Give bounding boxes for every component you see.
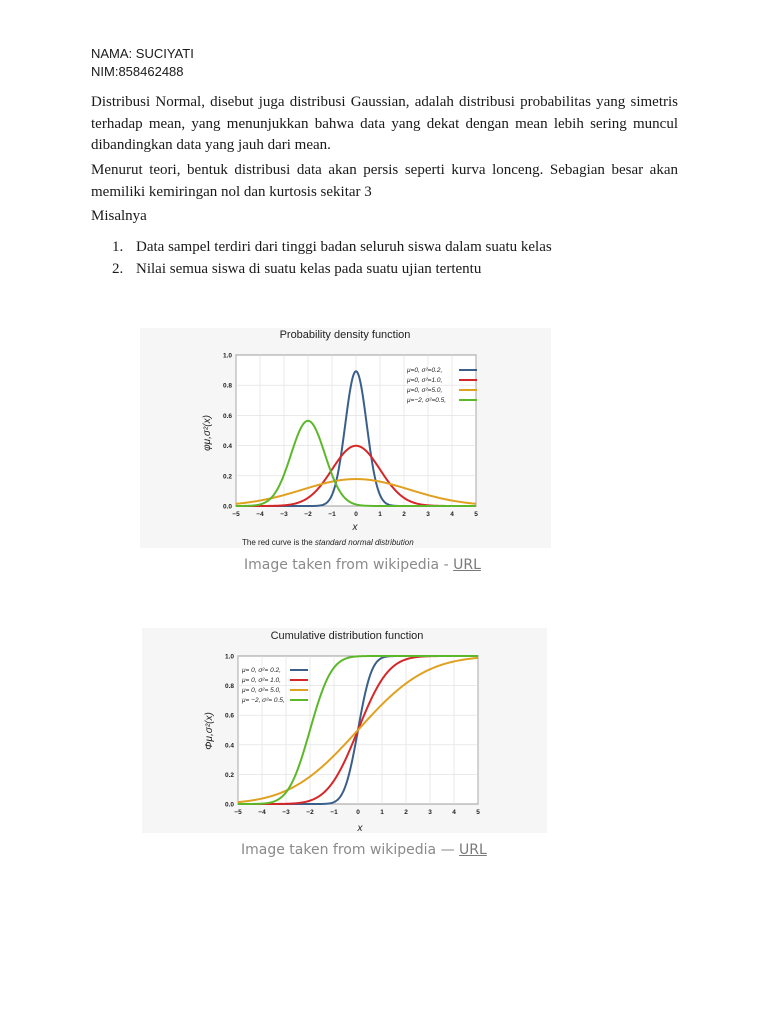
list-item-number: 2. <box>112 261 124 277</box>
student-name: NAMA: SUCIYATI <box>91 46 194 61</box>
x-tick-label: 5 <box>476 809 480 816</box>
x-axis-label: x <box>357 823 363 833</box>
list-item <box>112 236 552 258</box>
y-tick-label: 1.0 <box>224 653 234 661</box>
student-nim: NIM:858462488 <box>91 64 184 79</box>
examples-list <box>112 236 552 280</box>
x-tick-label: 0 <box>354 511 358 518</box>
x-tick-label: 1 <box>380 809 384 816</box>
x-tick-label: −3 <box>282 809 290 816</box>
x-tick-label: 4 <box>450 511 454 518</box>
caption-cdf <box>241 842 487 858</box>
list-item <box>112 258 552 280</box>
x-tick-label: −4 <box>258 809 266 816</box>
pdf-chart <box>140 328 551 548</box>
caption-pdf <box>244 557 481 573</box>
legend-label: μ=0, σ²=1.0, <box>407 377 443 384</box>
y-tick-label: 1.0 <box>222 352 232 360</box>
x-tick-label: −3 <box>280 511 288 518</box>
y-axis-label: Φμ,σ²(x) <box>204 712 215 750</box>
x-tick-label: −5 <box>234 809 242 816</box>
list-item-text: Nilai semua siswa di suatu kelas pada suatu ujian tertentu <box>136 261 482 277</box>
y-tick-label: 0.4 <box>224 742 234 750</box>
y-axis-label: φμ,σ²(x) <box>202 415 213 451</box>
paragraph-definition: Distribusi Normal, disebut juga distribusi Gaussian, adalah distribusi probabilitas yang simetris terhadap mean, yang menunjukkan bahwa data yang dekat dengan mean lebih sering muncul dibandingkan data yang jauh dari mean. <box>91 94 678 153</box>
x-tick-label: 2 <box>404 809 408 816</box>
list-item-number: 1. <box>112 239 124 255</box>
x-tick-label: 1 <box>378 511 382 518</box>
chart-note <box>242 538 414 547</box>
x-tick-label: 3 <box>426 511 430 518</box>
caption-url-link[interactable]: URL <box>453 557 481 573</box>
legend-label: μ=0, σ²=0.2, <box>407 367 443 374</box>
paragraph-theory: Menurut teori, bentuk distribusi data akan persis seperti kurva lonceng. Sebagian besar akan memiliki kemiringan nol dan kurtosis sekitar 3 <box>91 162 678 200</box>
legend-label: μ= −2, σ²= 0.5, <box>242 697 285 704</box>
x-tick-label: 0 <box>356 809 360 816</box>
legend-label: μ=0, σ²=5.0, <box>407 387 443 394</box>
caption-text: Image taken from wikipedia - <box>244 557 454 573</box>
y-tick-label: 0.0 <box>224 801 234 809</box>
y-tick-label: 0.2 <box>224 771 234 779</box>
y-tick-label: 0.6 <box>224 712 234 720</box>
caption-url-link[interactable]: URL <box>459 842 487 858</box>
x-tick-label: −5 <box>232 511 240 518</box>
legend-label: μ=−2, σ²=0.5, <box>407 397 447 404</box>
legend-label: μ= 0, σ²= 5.0, <box>242 687 281 694</box>
legend-label: μ= 0, σ²= 1.0, <box>242 677 281 684</box>
x-axis-label: x <box>352 522 358 533</box>
caption-text: Image taken from wikipedia — <box>241 842 460 858</box>
list-item-text: Data sampel terdiri dari tinggi badan seluruh siswa dalam suatu kelas <box>136 239 552 255</box>
cdf-chart <box>142 628 547 833</box>
y-tick-label: 0.0 <box>222 503 232 511</box>
x-tick-label: −1 <box>328 511 336 518</box>
y-tick-label: 0.6 <box>222 412 232 420</box>
pdf-figure <box>140 328 551 548</box>
x-tick-label: −1 <box>330 809 338 816</box>
y-tick-label: 0.2 <box>222 473 232 481</box>
y-tick-label: 0.4 <box>222 443 232 451</box>
x-tick-label: 5 <box>474 511 478 518</box>
cdf-figure <box>142 628 547 833</box>
x-tick-label: 3 <box>428 809 432 816</box>
chart-note-text: The red curve is the <box>242 538 315 547</box>
x-tick-label: −2 <box>304 511 312 518</box>
chart-title: Cumulative distribution function <box>270 630 424 642</box>
chart-note-italic: standard normal distribution <box>314 538 414 547</box>
y-tick-label: 0.8 <box>224 683 234 691</box>
x-tick-label: −2 <box>306 809 314 816</box>
chart-title: Probability density function <box>279 329 411 341</box>
x-tick-label: 4 <box>452 809 456 816</box>
legend-label: μ= 0, σ²= 0.2, <box>242 667 281 674</box>
y-tick-label: 0.8 <box>222 382 232 390</box>
x-tick-label: −4 <box>256 511 264 518</box>
x-tick-label: 2 <box>402 511 406 518</box>
examples-heading: Misalnya <box>91 208 147 224</box>
